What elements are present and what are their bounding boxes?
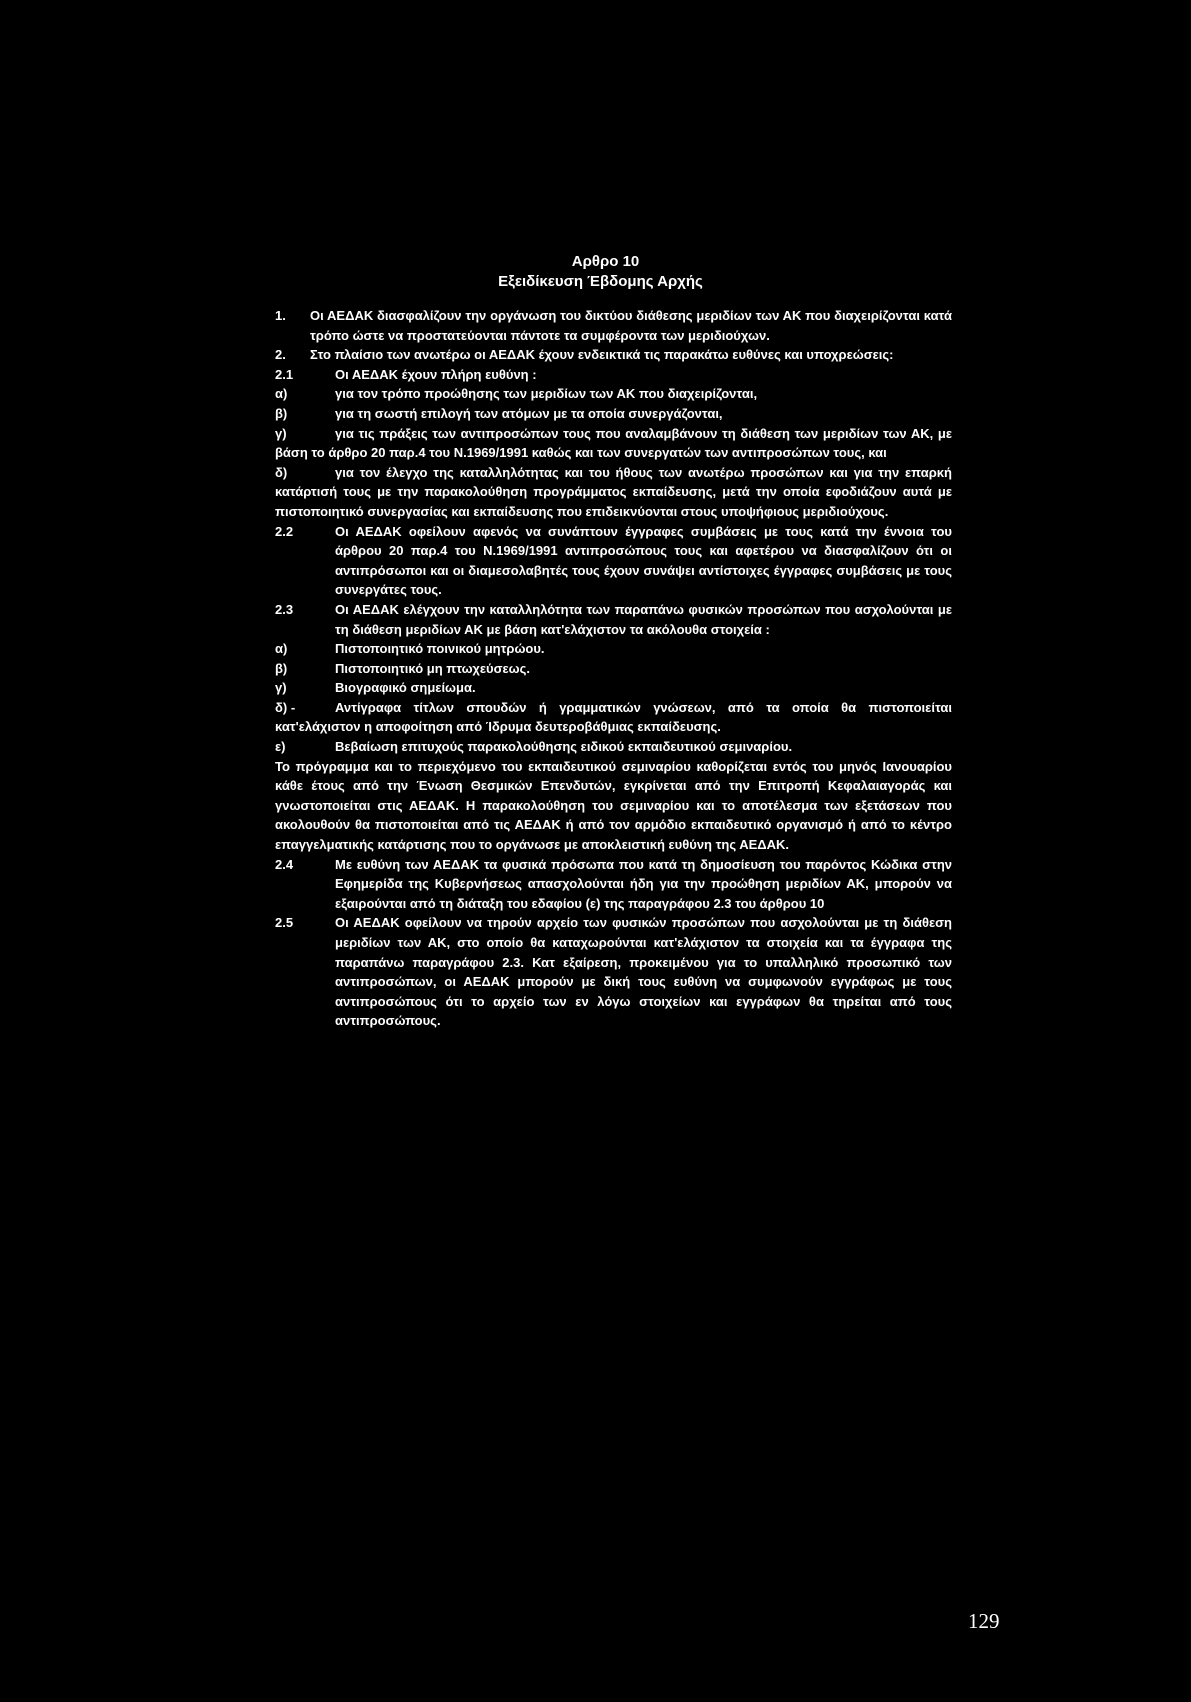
list-marker: γ) — [275, 680, 287, 696]
paragraph-number: 2.1 — [275, 366, 294, 382]
list-item-text: Πιστοποιητικό ποινικού μητρώου. — [335, 641, 545, 657]
list-marker: β) — [275, 405, 288, 421]
paragraph-text: Οι ΑΕΔΑΚ ελέγχουν την καταλληλότητα των παραπάνω φυσικών προσώπων που ασχολούνται με τη διάθεση μεριδίων ΑΚ με βάση κατ'ελάχιστον τα ακόλουθα στοιχεία : — [335, 601, 952, 637]
paragraph-number: 1. — [275, 308, 286, 323]
list-item-text: Βεβαίωση επιτυχούς παρακολούθησης ειδικού εκπαιδευτικού σεμιναρίου. — [335, 739, 793, 755]
paragraph-2-5 — [275, 913, 952, 1031]
list-marker: α) — [275, 641, 288, 657]
paragraph-text: Με ευθύνη των ΑΕΔΑΚ τα φυσικά πρόσωπα που κατά τη δημοσίευση του παρόντος Κώδικα στην Εφημερίδα της Κυβερνήσεως απασχολούνται ήδη για την προώθηση μεριδίων ΑΚ, μπορούν να εξαιρούνται από τη διάταξη του εδαφίου (ε) της παραγράφου 2.3 του άρθρου 10 — [335, 856, 952, 911]
article-title: Αρθρο 10 — [571, 253, 640, 270]
list-item-text: Αντίγραφα τίτλων σπουδών ή γραμματικών γνώσεων, από τα οποία θα πιστοποιείται κατ'ελάχιστον η αποφοίτηση από Ίδρυμα δευτεροβάθμιας εκπαίδευσης. — [275, 699, 952, 735]
list-marker: ε) — [275, 739, 286, 755]
page-number: 129 — [968, 1609, 1000, 1633]
paragraph-text: Το πρόγραμμα και το περιεχόμενο του εκπαιδευτικού σεμιναρίου καθορίζεται εντός του μηνός Ιανουαρίου κάθε έτους από την Ένωση Θεσμικών Επενδυτών, εγκρίνεται από την Επιτροπή Κεφαλαιαγοράς και γνωστοποιείται στις ΑΕΔΑΚ. Η παρακολούθηση του σεμιναρίου και το αποτέλεσμα των εξετάσεων που ακολουθούν θα πιστοποιείται από τις ΑΕΔΑΚ ή από τον αρμόδιο εκπαιδευτικό οργανισμό ή από το κέντρο επαγγελματικής κατάρτισης που το οργάνωσε με αποκλειστική ευθύνη της ΑΕΔΑΚ. — [275, 758, 952, 853]
paragraph-1 — [275, 306, 952, 345]
paragraph-text: Στο πλαίσιο των ανωτέρω οι ΑΕΔΑΚ έχουν ενδεικτικά τις παρακάτω ευθύνες και υποχρεώσεις: — [310, 347, 894, 363]
list-item-e — [275, 737, 952, 757]
paragraph-2-2 — [275, 522, 952, 600]
paragraph-2-4 — [275, 855, 952, 914]
list-item-b — [275, 404, 952, 424]
list-item-b — [275, 659, 952, 679]
article-subtitle: Εξειδίκευση Έβδομης Αρχής — [498, 273, 703, 290]
paragraph-text: Οι ΑΕΔΑΚ οφείλουν αφενός να συνάπτουν έγγραφες συμβάσεις με τους κατά την έννοια του άρθρου 20 παρ.4 του Ν.1969/1991 αντιπροσώπους τους και αφετέρου να διασφαλίζουν ότι οι αντιπρόσωποι και οι διαμεσολαβητές τους έχουν συνάψει αντίστοιχες έγγραφες συμβάσεις με τους συνεργάτες τους. — [335, 523, 952, 598]
paragraph-text: Οι ΑΕΔΑΚ έχουν πλήρη ευθύνη : — [335, 366, 537, 382]
list-item-text: για τη σωστή επιλογή των ατόμων με τα οποία συνεργάζονται, — [335, 405, 723, 421]
list-item-d — [275, 463, 952, 522]
list-item-text: για τις πράξεις των αντιπροσώπων τους που αναλαμβάνουν τη διάθεση των μεριδίων των ΑΚ, με βάση το άρθρο 20 παρ.4 του Ν.1969/1991 καθώς και των συνεργατών των αντιπροσώπων τους, και — [275, 425, 952, 461]
paragraph-number: 2.4 — [275, 856, 294, 872]
paragraph-number: 2.2 — [275, 523, 294, 539]
seminar-paragraph — [275, 757, 952, 855]
list-item-c — [275, 424, 952, 463]
list-item-text: για τον τρόπο προώθησης των μεριδίων των ΑΚ που διαχειρίζονται, — [335, 386, 758, 402]
list-item-a — [275, 639, 952, 659]
article-body — [275, 306, 952, 1031]
list-item-d — [275, 698, 952, 737]
paragraph-2 — [275, 345, 952, 365]
paragraph-2-1 — [275, 365, 952, 385]
list-marker: β) — [275, 660, 288, 676]
list-marker: γ) — [275, 425, 287, 441]
list-marker: δ) — [275, 464, 288, 480]
list-item-text: για τον έλεγχο της καταλληλότητας και του ήθους των ανωτέρω προσώπων και για την επαρκή κατάρτισή τους με την παρακολούθηση προγράμματος εκπαίδευσης, μετά την οποία εφοδιάζουν αυτά με πιστοποιητικό συνεργασίας και εκπαίδευσης που επιδεικνύονται στους υποψήφιους μεριδιούχους. — [275, 464, 952, 519]
list-item-c — [275, 678, 952, 698]
list-marker: δ) - — [275, 699, 296, 715]
list-marker: α) — [275, 386, 288, 402]
paragraph-2-3 — [275, 600, 952, 639]
paragraph-text: Οι ΑΕΔΑΚ διασφαλίζουν την οργάνωση του δικτύου διάθεσης μεριδίων των ΑΚ που διαχειρίζονται κατά τρόπο ώστε να προστατεύονται πάντοτε τα συμφέροντα των μεριδιούχων. — [310, 308, 952, 343]
list-item-text: Βιογραφικό σημείωμα. — [335, 680, 476, 696]
list-item-text: Πιστοποιητικό μη πτωχεύσεως. — [335, 660, 531, 676]
list-item-a — [275, 384, 952, 404]
paragraph-text: Οι ΑΕΔΑΚ οφείλουν να τηρούν αρχείο των φυσικών προσώπων που ασχολούνται με τη διάθεση μεριδίων των ΑΚ, στο οποίο θα καταχωρούνται κατ'ελάχιστον τα στοιχεία και τα έγγραφα της παραπάνω παραγράφου 2.3. Κατ εξαίρεση, προκειμένου για το υπαλληλικό προσωπικό των αντιπροσώπων, οι ΑΕΔΑΚ μπορούν με δική τους ευθύνη να συμφωνούν εγγράφως με τους αντιπροσώπους ότι το αρχείο των εν λόγω στοιχείων και εγγράφων θα τηρείται από τους αντιπροσώπους. — [335, 915, 952, 1029]
paragraph-number: 2.3 — [275, 601, 294, 617]
paragraph-number: 2.5 — [275, 915, 294, 931]
paragraph-number: 2. — [275, 347, 286, 363]
